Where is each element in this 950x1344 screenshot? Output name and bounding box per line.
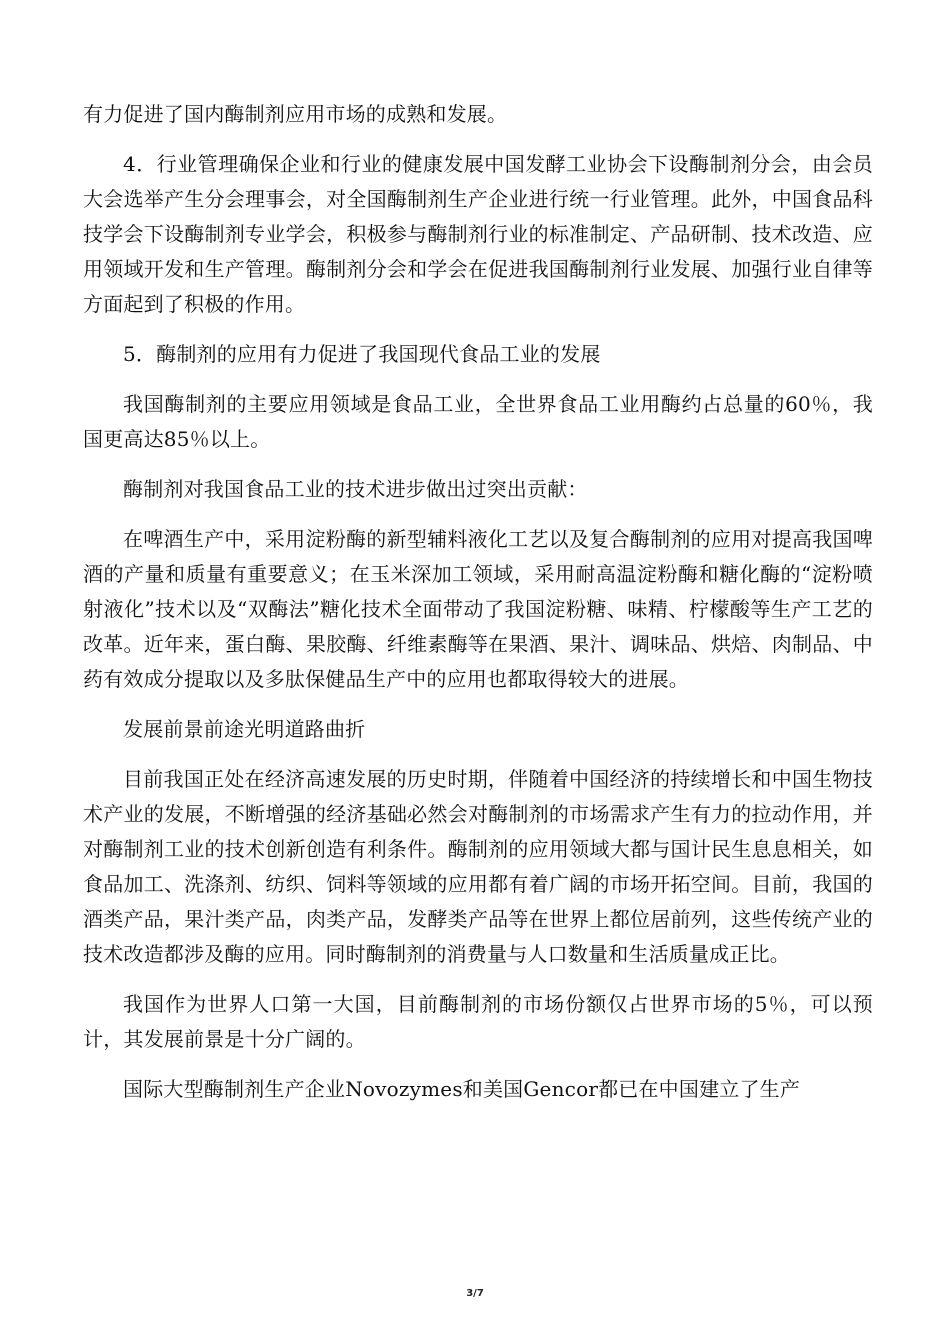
paragraph-beer-corn-applications: 在啤酒生产中，采用淀粉酶的新型辅料液化工艺以及复合酶制剂的应用对提高我国啤酒的产量和质量有重要意义；在玉米深加工领域，采用耐高温淀粉酶和糖化酶的“淀粉喷射液化”技术以及“双酶法”糖化技术全面带动了我国淀粉糖、味精、柠檬酸等生产工艺的改革。近年来，蛋白酶、果胶酶、纤维素酶等在果酒、果汁、调味品、烘焙、肉制品、中药有效成分提取以及多肽保健品生产中的应用也都取得较大的进展。	[83, 527, 873, 691]
paragraph-market-share: 我国作为世界人口第一大国，目前酶制剂的市场份额仅占世界市场的5％，可以预计，其发展前景是十分广阔的。	[83, 992, 873, 1051]
paragraph-international-companies: 国际大型酶制剂生产企业Novozymes和美国Gencor都已在中国建立了生产	[123, 1077, 801, 1101]
paragraph-industry-management: 4．行业管理确保企业和行业的健康发展中国发酵工业协会下设酶制剂分会，由会员大会选举产生分会理事会，对全国酶制剂生产企业进行统一行业管理。此外，中国食品科技学会下设酶制剂专业学会，积极参与酶制剂行业的标准制定、产品研制、技术改造、应用领域开发和生产管理。酶制剂分会和学会在促进我国酶制剂行业发展、加强行业自律等方面起到了积极的作用。	[83, 152, 873, 316]
paragraph-continuation: 有力促进了国内酶制剂应用市场的成熟和发展。	[83, 102, 508, 126]
paragraph-heading-prospects: 发展前景前途光明道路曲折	[123, 717, 366, 741]
paragraph-contribution-intro: 酶制剂对我国食品工业的技术进步做出过突出贡献：	[123, 477, 588, 501]
paragraph-market-demand: 目前我国正处在经济高速发展的历史时期，伴随着中国经济的持续增长和中国生物技术产业的发展，不断增强的经济基础必然会对酶制剂的市场需求产生有力的拉动作用，并对酶制剂工业的技术创新创造有利条件。酶制剂的应用领域大都与国计民生息息相关，如食品加工、洗涤剂、纺织、饲料等领域的应用都有着广阔的市场开拓空间。目前，我国的酒类产品，果汁类产品，肉类产品，发酵类产品等在世界上都位居前列，这些传统产业的技术改造都涉及酶的应用。同时酶制剂的消费量与人口数量和生活质量成正比。	[83, 767, 873, 966]
paragraph-heading-food-industry: 5．酶制剂的应用有力促进了我国现代食品工业的发展	[123, 342, 601, 366]
page-number: 3/7	[466, 1288, 484, 1299]
paragraph-application-share: 我国酶制剂的主要应用领域是食品工业，全世界食品工业用酶约占总量的60％，我国更高达85％以上。	[83, 392, 873, 451]
document-body	[83, 97, 873, 1122]
